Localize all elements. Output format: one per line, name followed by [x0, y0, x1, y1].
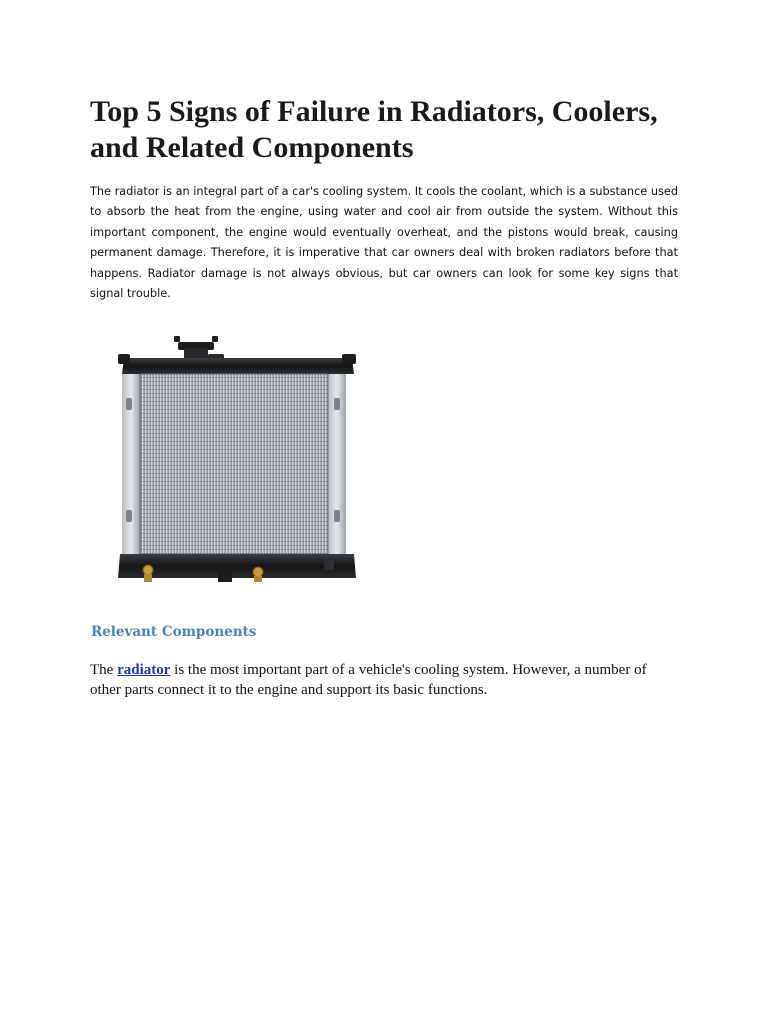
- paragraph-prefix: The: [90, 662, 118, 678]
- article-title: Top 5 Signs of Failure in Radiators, Coolers, and Related Components: [90, 95, 658, 164]
- intro-paragraph: The radiator is an integral part of a car's cooling system. It cools the coolant, which is a substance used to absorb the heat from the engine, using water and cool air from outside the system. Without this important component, the engine would eventually overheat, and the pistons would break, causing permanent damage. Therefore, it is imperative that car owners deal with broken radiators before that happens. Radiator damage is not always obvious, but car owners can look for some key signs that signal trouble.: [90, 185, 678, 301]
- radiator-image: [118, 334, 358, 588]
- body-paragraph: [90, 661, 680, 700]
- paragraph-text: is the most important part of a vehicle's cooling system. However, a number of other parts connect it to the engine and support its basic functions.: [90, 662, 647, 698]
- radiator-link[interactable]: radiator: [117, 662, 171, 678]
- section-heading: Relevant Components: [91, 624, 257, 640]
